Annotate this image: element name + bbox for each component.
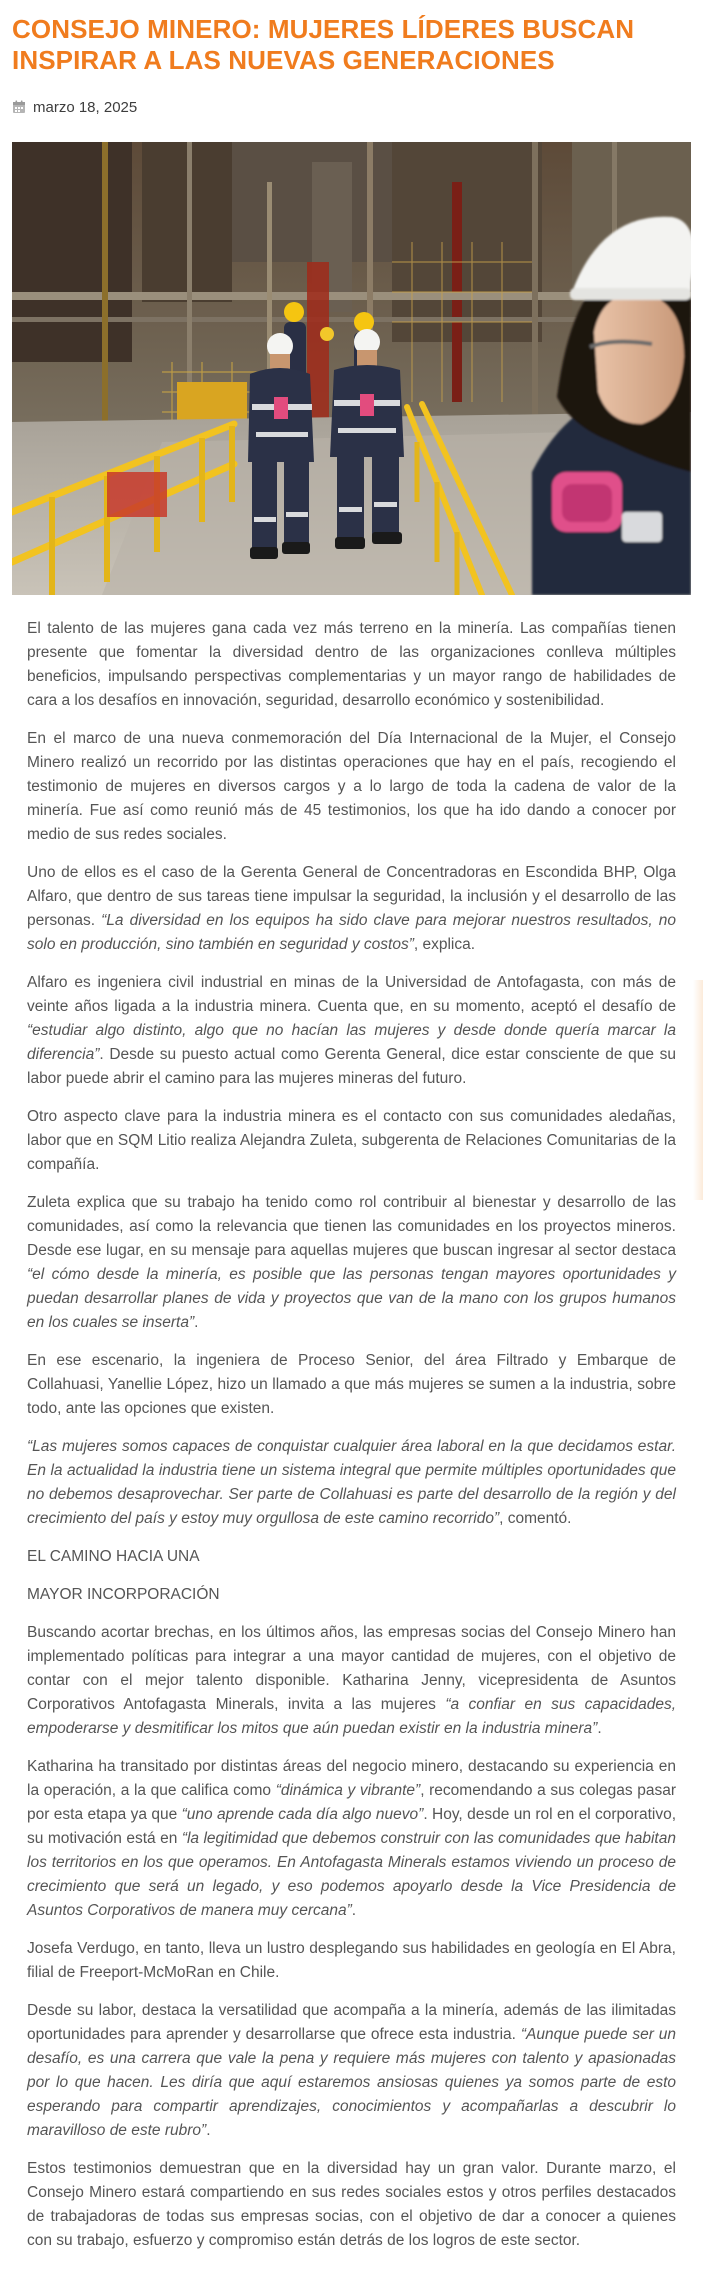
paragraph-text: Estos testimonios demuestran que en la diversidad hay un gran valor. Durante marzo, el Consejo Minero estará compartiendo en sus redes sociales estos y otros perfiles destacados de trabajadoras de todas sus empresas socias, con el objetivo de dar a conocer a quienes con su trabajo, esfuerzo y compromiso están detrás de los logros de este sector. bbox=[27, 2160, 676, 2249]
paragraph-text: Katharina ha transitado por distintas áreas del negocio minero, destacando su experiencia en la operación, a la que califica como bbox=[27, 1758, 676, 1799]
paragraph-text: . Hoy, desde un rol en el corporativo, su motivación está en bbox=[27, 1806, 676, 1847]
section-heading bbox=[27, 1545, 676, 1569]
paragraph-text: En el marco de una nueva conmemoración del Día Internacional de la Mujer, el Consejo Minero realizó un recorrido por las distintas operaciones que hay en el país, recogiendo el testimonio de mujeres en diversos cargos y a lo largo de toda la cadena de valor de la minería. Fue así como reunió más de 45 testimonios, los que ha ido dando a conocer por medio de sus redes sociales. bbox=[27, 730, 676, 843]
quote-text: “dinámica y vibrante” bbox=[275, 1782, 421, 1799]
article-paragraph bbox=[27, 1105, 676, 1177]
article-paragraph bbox=[27, 861, 676, 957]
article-paragraph bbox=[27, 1435, 676, 1531]
paragraph-text: , explica. bbox=[413, 936, 476, 953]
post-meta bbox=[12, 97, 691, 117]
article-paragraph bbox=[27, 1755, 676, 1923]
article-body bbox=[12, 595, 691, 2253]
article-paragraph bbox=[27, 1937, 676, 1985]
paragraph-text: , comentó. bbox=[499, 1510, 572, 1527]
quote-text: “el cómo desde la minería, es posible que las personas tengan mayores oportunidades y puedan desarrollar planes de vida y proyectos que van de la mano con los grupos humanos en los cuales se inserta” bbox=[27, 1266, 676, 1331]
paragraph-text: . bbox=[206, 2122, 211, 2139]
post-date: marzo 18, 2025 bbox=[33, 98, 138, 116]
article-paragraph bbox=[27, 2157, 676, 2253]
paragraph-text: Desde su labor, destaca la versatilidad que acompaña a la minería, además de las ilimitadas oportunidades para aprender y desarrollarse que ofrece esta industria. bbox=[27, 2002, 676, 2043]
article-paragraph bbox=[27, 1349, 676, 1421]
calendar-icon bbox=[12, 100, 26, 114]
quote-text: “Aunque puede ser un desafío, es una carrera que vale la pena y requiere más mujeres con talento y apasionadas por lo que hacen. Les diría que aquí estaremos ansiosas quienes ya somos parte de esto esperando para compartir aprendizajes, conocimientos y acompañarlas a descubrir lo maravilloso de este rubro” bbox=[27, 2026, 677, 2139]
quote-text: “la legitimidad que debemos construir con las comunidades que habitan los territorios en los que operamos. En Antofagasta Minerals estamos viviendo un proceso de crecimiento que será un legado, y eso podemos apoyarlo desde la Vice Presidencia de Asuntos Corporativos de manera muy cercana” bbox=[27, 1830, 676, 1919]
article-title: CONSEJO MINERO: MUJERES LÍDERES BUSCAN INSPIRAR A LAS NUEVAS GENERACIONES bbox=[12, 14, 635, 75]
article-paragraph bbox=[27, 1999, 676, 2143]
section-heading bbox=[27, 1583, 676, 1607]
paragraph-text: Alfaro es ingeniera civil industrial en minas de la Universidad de Antofagasta, con más de veinte años ligada a la industria minera. Cuenta que, en su momento, aceptó el desafío de bbox=[27, 974, 676, 1015]
paragraph-text: MAYOR INCORPORACIÓN bbox=[27, 1586, 220, 1603]
article-paragraph bbox=[27, 617, 676, 713]
quote-text: “estudiar algo distinto, algo que no hacían las mujeres y desde donde quería marcar la diferencia” bbox=[27, 1022, 676, 1063]
paragraph-text: . bbox=[351, 1902, 357, 1919]
paragraph-text: . Desde su puesto actual como Gerenta General, dice estar consciente de que su labor puede abrir el camino para las mujeres mineras del futuro. bbox=[27, 1046, 676, 1087]
paragraph-text: Uno de ellos es el caso de la Gerenta General de Concentradoras en Escondida BHP, Olga Alfaro, que dentro de sus tareas tiene impulsar la seguridad, la inclusión y el desarrollo de las personas. bbox=[27, 864, 676, 929]
paragraph-text: Otro aspecto clave para la industria minera es el contacto con sus comunidades aledañas, labor que en SQM Litio realiza Alejandra Zuleta, subgerenta de Relaciones Comunitarias de la compañía. bbox=[27, 1108, 676, 1173]
paragraph-text: Buscando acortar brechas, en los últimos años, las empresas socias del Consejo Minero han implementado políticas para integrar a una mayor cantidad de mujeres, con el objetivo de contar con el mejor talento disponible. Katharina Jenny, vicepresidenta de Asuntos Corporativos Antofagasta Minerals, invita a las mujeres bbox=[27, 1624, 676, 1713]
paragraph-text: Josefa Verdugo, en tanto, lleva un lustro desplegando sus habilidades en geología en El Abra, filial de Freeport-McMoRan en Chile. bbox=[27, 1940, 676, 1981]
paragraph-text: En ese escenario, la ingeniera de Proceso Senior, del área Filtrado y Embarque de Collahuasi, Yanellie López, hizo un llamado a que más mujeres se sumen a la industria, sobre todo, ante las opciones que existen. bbox=[27, 1352, 676, 1417]
paragraph-text: . bbox=[597, 1720, 602, 1737]
edge-decoration bbox=[693, 980, 703, 1200]
article-paragraph bbox=[27, 1621, 676, 1741]
article-paragraph bbox=[27, 727, 676, 847]
paragraph-text: El talento de las mujeres gana cada vez más terreno en la minería. Las compañías tienen presente que fomentar la diversidad dentro de las organizaciones conlleva múltiples beneficios, impulsando perspectivas complementarias y un mayor rango de habilidades de cara a los desafíos en innovación, seguridad, desarrollo económico y sostenibilidad. bbox=[27, 620, 676, 709]
quote-text: “uno aprende cada día algo nuevo” bbox=[181, 1806, 424, 1823]
article-paragraph bbox=[27, 1191, 676, 1335]
article-paragraph bbox=[27, 971, 676, 1091]
quote-text: “a confiar en sus capacidades, empoderarse y desmitificar los mitos que aún puedan existir en la industria minera” bbox=[27, 1696, 677, 1737]
featured-image bbox=[12, 142, 691, 595]
quote-text: “Las mujeres somos capaces de conquistar cualquier área laboral en la que decidamos estar. En la actualidad la industria tiene un sistema integral que permite múltiples oportunidades que no debemos desaprovechar. Ser parte de Collahuasi es parte del desarrollo de la región y del crecimiento del país y estoy muy orgullosa de este camino recorrido” bbox=[27, 1438, 676, 1527]
quote-text: “La diversidad en los equipos ha sido clave para mejorar nuestros resultados, no solo en producción, sino también en seguridad y costos” bbox=[27, 912, 676, 953]
paragraph-text: Zuleta explica que su trabajo ha tenido como rol contribuir al bienestar y desarrollo de las comunidades, así como la relevancia que tienen las comunidades en los proyectos mineros. Desde ese lugar, en su mensaje para aquellas mujeres que buscan ingresar al sector destaca bbox=[27, 1194, 676, 1259]
paragraph-text: , recomendando a sus colegas pasar por esta etapa ya que bbox=[27, 1782, 677, 1823]
paragraph-text: . bbox=[194, 1314, 199, 1331]
paragraph-text: EL CAMINO HACIA UNA bbox=[27, 1548, 200, 1565]
